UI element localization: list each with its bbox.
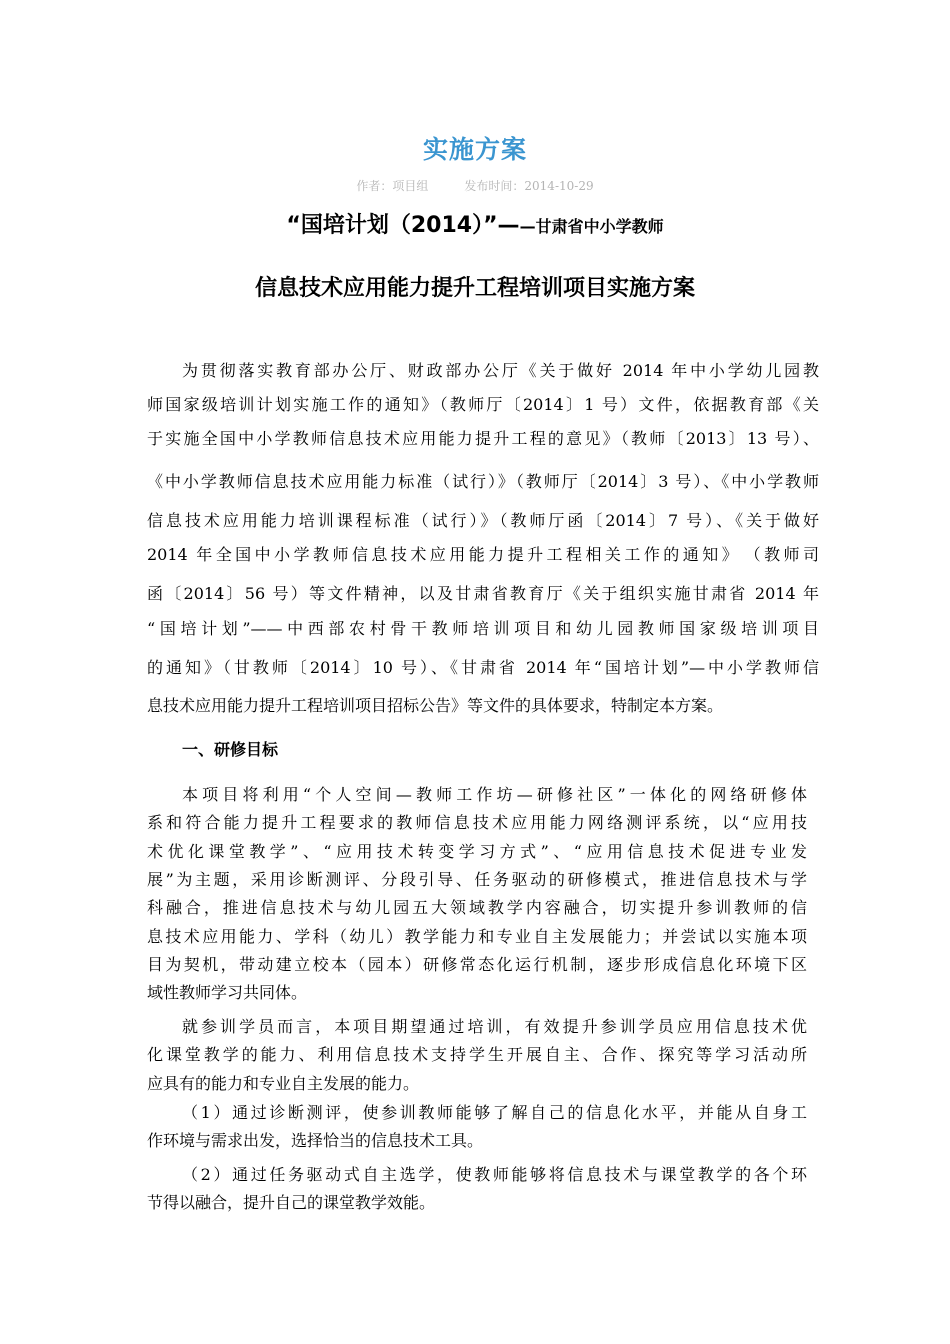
publish-date: 发布时间：2014-10-29 [464, 179, 594, 193]
paragraph-line: 展”为主题，采用诊断测评、分段引导、任务驱动的研修模式，推进信息技术与学 [147, 870, 807, 889]
paragraph-line: 域性教师学习共同体。 [147, 983, 308, 1002]
paragraph-line: 系和符合能力提升工程要求的教师信息技术应用能力网络测评系统，以“应用技 [147, 813, 807, 832]
intro-line: “国培计划”——中西部农村骨干教师培训项目和幼儿园教师国家级培训项目 [147, 619, 819, 638]
list-item-line: 作环境与需求出发，选择恰当的信息技术工具。 [147, 1131, 484, 1150]
paragraph-line: 应具有的能力和专业自主发展的能力。 [147, 1074, 420, 1093]
page-title: 实施方案 [422, 135, 527, 164]
paragraph-line: 息技术应用能力、学科（幼儿）教学能力和专业自主发展能力；并尝试以实施本项 [147, 927, 807, 946]
paragraph-line: 术优化课堂教学”、“应用技术转变学习方式”、“应用信息技术促进专业发 [147, 842, 807, 861]
paragraph-line: 目为契机，带动建立校本（园本）研修常态化运行机制，逐步形成信息化环境下区 [147, 955, 807, 974]
intro-line: 息技术应用能力提升工程培训项目招标公告》等文件的具体要求，特制定本方案。 [147, 696, 724, 715]
paragraph-line: 化课堂教学的能力、利用信息技术支持学生开展自主、合作、探究等学习活动所 [147, 1045, 807, 1064]
paragraph-line: 就参训学员而言，本项目期望通过培训，有效提升参训学员应用信息技术优 [182, 1017, 807, 1036]
paragraph-line: 本项目将利用“个人空间—教师工作坊—研修社区”一体化的网络研修体 [182, 785, 807, 804]
document-heading-line1 [0, 208, 950, 245]
intro-line: 师国家级培训计划实施工作的通知》（教师厅〔2014〕1 号）文件，依据教育部《关 [147, 395, 819, 414]
list-item-line: （2）通过任务驱动式自主选学，使教师能够将信息技术与课堂教学的各个环 [182, 1165, 807, 1184]
intro-line: 2014 年全国中小学教师信息技术应用能力提升工程相关工作的通知》 （教师司 [147, 545, 819, 564]
intro-line: 的通知》（甘教师〔2014〕10 号）、《甘肃省 2014 年“国培计划”—中小学教师信 [147, 658, 819, 677]
section-heading: 一、研修目标 [182, 740, 279, 759]
intro-line: 《中小学教师信息技术应用能力标准（试行）》（教师厅〔2014〕3 号）、《中小学教师 [147, 472, 819, 491]
intro-line: 函〔2014〕56 号）等文件精神，以及甘肃省教育厅《关于组织实施甘肃省 2014 年 [147, 584, 819, 603]
list-item-line: 节得以融合，提升自己的课堂教学效能。 [147, 1193, 436, 1212]
heading-sub: —甘肃省中小学教师 [519, 217, 664, 236]
heading-main: “国培计划（2014）”— [286, 213, 520, 238]
intro-line: 为贯彻落实教育部办公厅、财政部办公厅《关于做好 2014 年中小学幼儿园教 [182, 361, 819, 380]
list-item-line: （1）通过诊断测评，使参训教师能够了解自己的信息化水平，并能从自身工 [182, 1103, 807, 1122]
paragraph-line: 科融合，推进信息技术与幼儿园五大领域教学内容融合，切实提升参训教师的信 [147, 898, 807, 917]
intro-line: 信息技术应用能力培训课程标准（试行）》（教师厅函〔2014〕7 号）、《关于做好 [147, 511, 819, 530]
author-label: 作者：项目组 [356, 179, 429, 193]
article-meta [0, 177, 950, 195]
document-heading-line2: 信息技术应用能力提升工程培训项目实施方案 [254, 276, 695, 301]
intro-line: 于实施全国中小学教师信息技术应用能力提升工程的意见》（教师〔2013〕13 号）、 [147, 429, 819, 448]
